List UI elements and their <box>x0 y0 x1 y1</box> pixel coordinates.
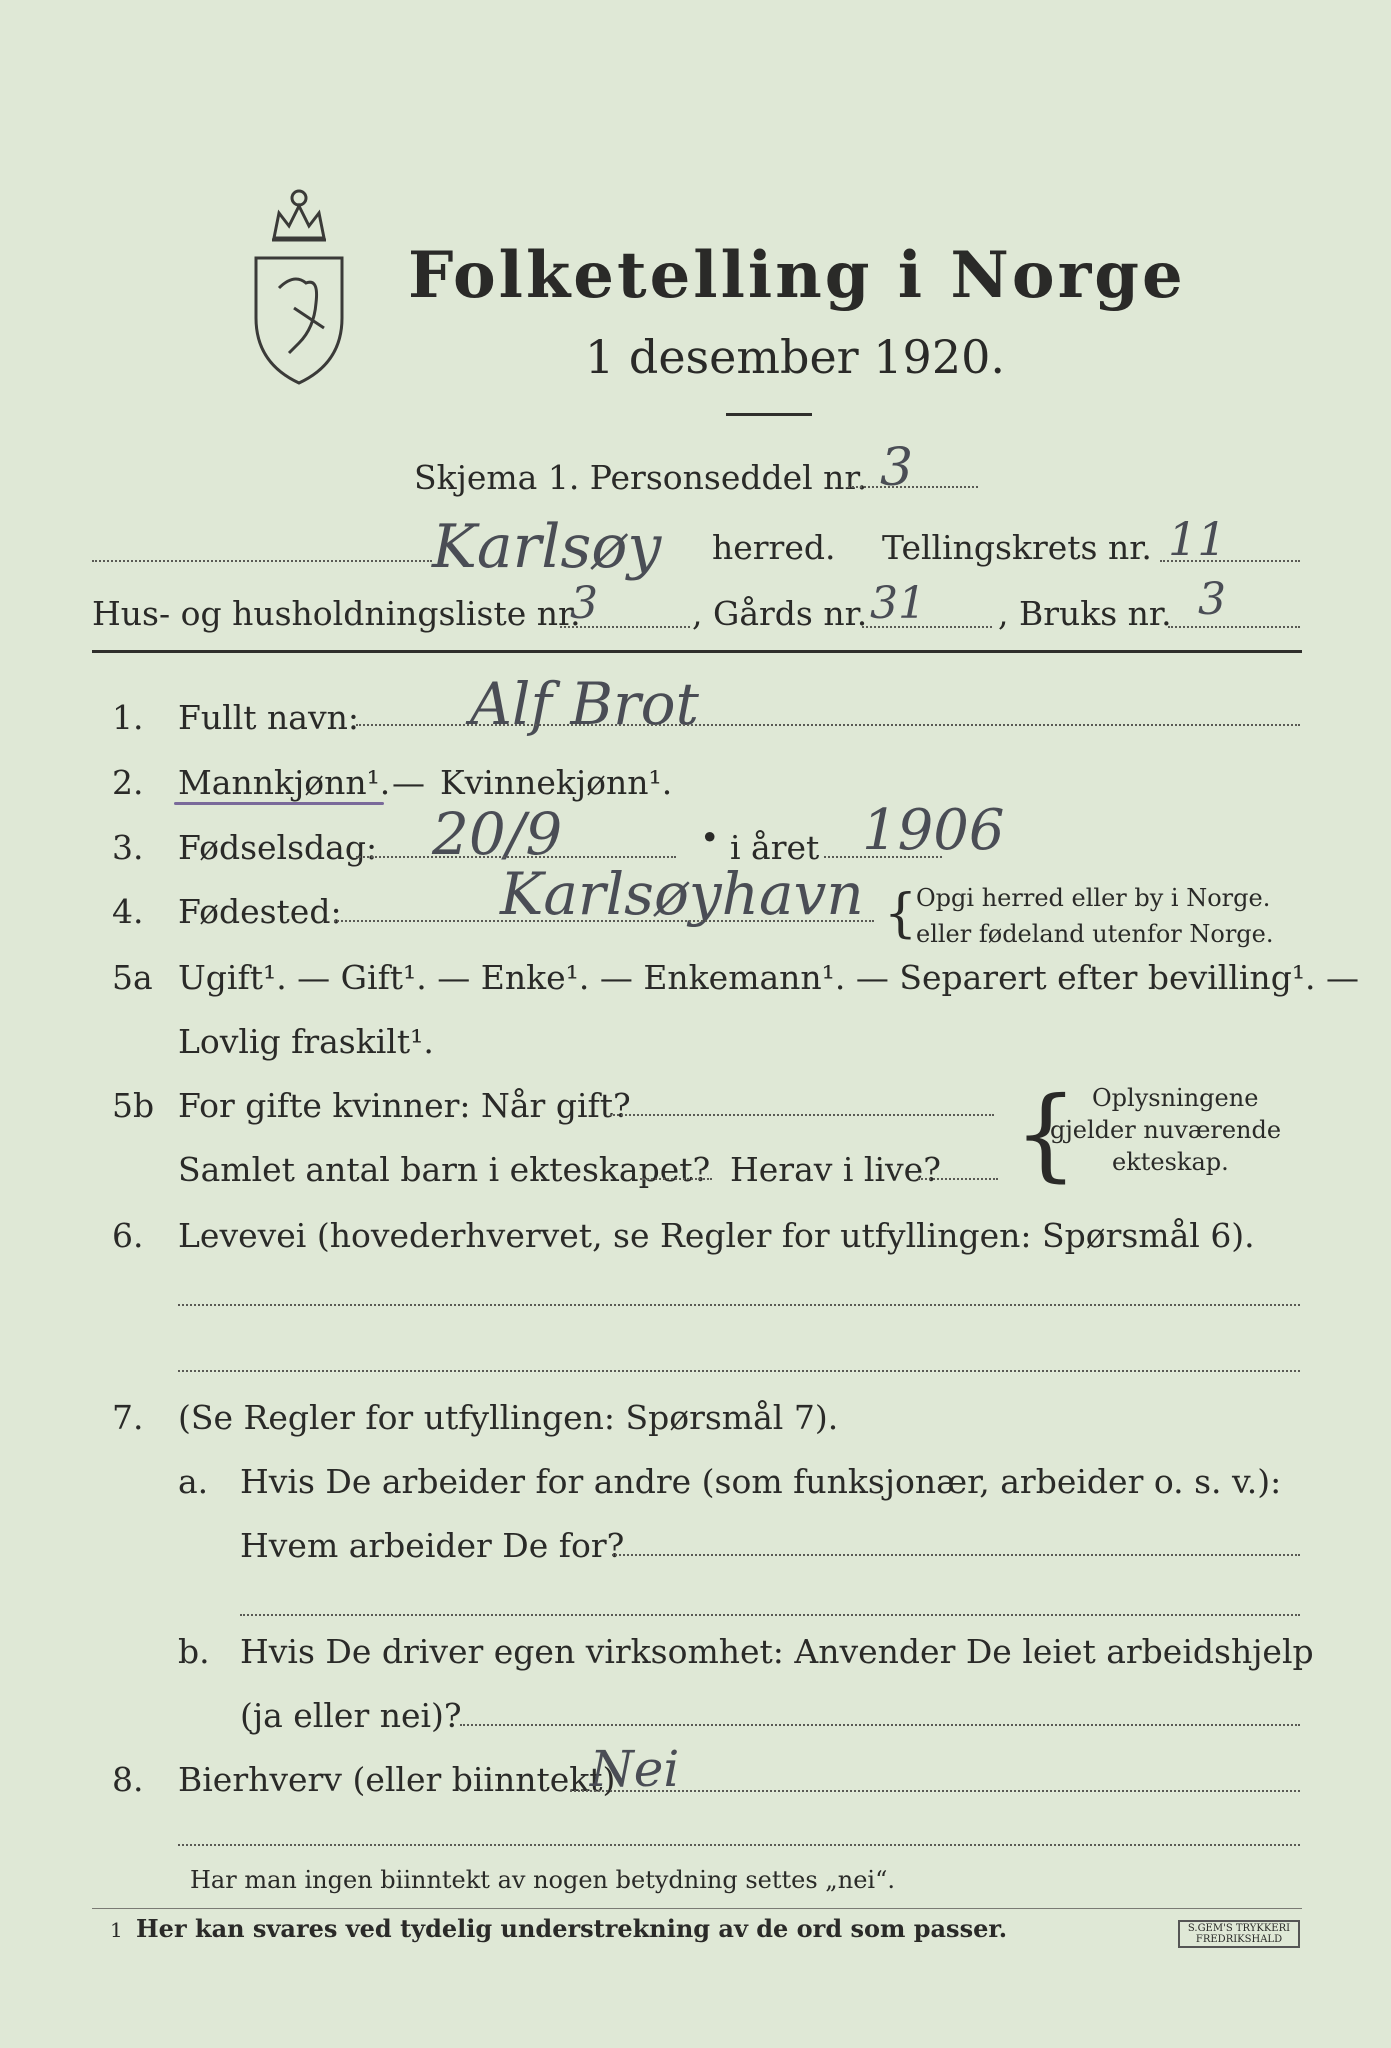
husholdningsliste-value[interactable]: 3 <box>570 578 598 629</box>
married-when-label: For gifte kvinner: Når gift? <box>178 1086 631 1125</box>
q8-number: 8. <box>112 1760 144 1799</box>
q1-number: 1. <box>112 698 144 737</box>
gender-separator: — <box>392 763 425 802</box>
side-income-line-2[interactable] <box>178 1844 1300 1846</box>
note-brace: { <box>1014 1075 1078 1192</box>
q7b-line-1: Hvis De driver egen virksomhet: Anvender De leiet arbeidshjelp <box>240 1632 1314 1671</box>
bruks-label: , Bruks nr. <box>998 594 1172 633</box>
side-income-value[interactable]: Nei <box>590 1740 680 1798</box>
footnote-divider <box>92 1908 1302 1909</box>
gards-label: , Gårds nr. <box>692 594 868 633</box>
gards-line <box>862 626 992 628</box>
employer-line-1[interactable] <box>612 1554 1300 1556</box>
q4-number: 4. <box>112 892 144 931</box>
full-name-line <box>356 724 1300 726</box>
children-alive-line[interactable] <box>918 1178 998 1180</box>
marriage-note-3: ekteskap. <box>1112 1148 1229 1176</box>
q7b-line-2: (ja eller nei)? <box>240 1696 462 1735</box>
bruks-line <box>1168 626 1300 628</box>
q3-number: 3. <box>112 828 144 867</box>
q4-label: Fødested: <box>178 892 342 931</box>
side-income-line-1[interactable] <box>570 1790 1300 1792</box>
brace: { <box>884 884 918 944</box>
side-income-label: Bierhverv (eller biinntekt) <box>178 1760 616 1799</box>
birthplace-note-2: eller fødeland utenfor Norge. <box>916 920 1274 948</box>
q7-label: (Se Regler for utfyllingen: Spørsmål 7). <box>178 1398 839 1437</box>
children-count-line[interactable] <box>640 1178 712 1180</box>
printer-mark: S.GEM'S TRYKKERI FREDRIKSHALD <box>1178 1920 1300 1948</box>
bruks-value[interactable]: 3 <box>1198 574 1226 625</box>
q5a-number: 5a <box>112 958 153 997</box>
marriage-note-1: Oplysningene <box>1092 1084 1259 1112</box>
gender-female-option[interactable]: Kvinnekjønn¹. <box>440 763 673 802</box>
children-alive-label: Herav i live? <box>730 1150 941 1189</box>
q7b-number: b. <box>178 1632 210 1671</box>
birthplace-note-1: Opgi herred eller by i Norge. <box>916 884 1271 912</box>
q2-number: 2. <box>112 763 144 802</box>
form-title: Folketelling i Norge <box>408 238 1186 313</box>
gards-value[interactable]: 31 <box>870 578 926 629</box>
q3-label: Fødselsdag: <box>178 828 378 867</box>
birthplace-line <box>334 920 874 922</box>
tellingskrets-value[interactable]: 11 <box>1168 512 1227 566</box>
birthday-value[interactable]: 20/9 <box>432 800 563 868</box>
q7a-line-1: Hvis De arbeider for andre (som funksjonær, arbeider o. s. v.): <box>240 1462 1282 1501</box>
side-income-footnote: Har man ingen biinntekt av nogen betydning settes „nei“. <box>190 1866 895 1894</box>
skjema-label: Skjema 1. Personseddel nr. <box>414 458 868 497</box>
footnote-mark: 1 <box>110 1918 123 1942</box>
bullet: • <box>700 818 720 857</box>
header-bottom-rule <box>92 650 1302 653</box>
q5b-number: 5b <box>112 1086 155 1125</box>
birthplace-value[interactable]: Karlsøyhavn <box>500 860 864 928</box>
q7-number: 7. <box>112 1398 144 1437</box>
birth-year-line <box>824 856 942 858</box>
hired-help-line[interactable] <box>460 1724 1300 1726</box>
occupation-label: Levevei (hovederhvervet, se Regler for utfyllingen: Spørsmål 6). <box>178 1216 1255 1255</box>
herred-label: herred. <box>712 528 836 567</box>
herred-line <box>92 560 432 562</box>
marital-status-options[interactable]: Ugift¹. — Gift¹. — Enke¹. — Enkemann¹. — Separert efter bevilling¹. — <box>178 958 1360 997</box>
title-divider <box>726 413 812 416</box>
occupation-line-2[interactable] <box>178 1370 1300 1372</box>
full-name-value[interactable]: Alf Brot <box>470 670 699 738</box>
divorced-option[interactable]: Lovlig fraskilt¹. <box>178 1022 434 1061</box>
gender-male-option[interactable]: Mannkjønn¹. <box>178 763 391 802</box>
q7a-number: a. <box>178 1462 209 1501</box>
employer-line-2[interactable] <box>240 1614 1300 1616</box>
married-when-line[interactable] <box>610 1114 994 1116</box>
herred-value[interactable]: Karlsøy <box>432 512 662 582</box>
male-underline <box>174 802 384 805</box>
q6-number: 6. <box>112 1216 144 1255</box>
husholdningsliste-label: Hus- og husholdningsliste nr. <box>92 594 581 633</box>
occupation-line-1[interactable] <box>178 1304 1300 1306</box>
husholdningsliste-line <box>560 626 690 628</box>
year-label: i året <box>730 828 820 867</box>
birth-year-value[interactable]: 1906 <box>862 798 1005 863</box>
q7a-line-2: Hvem arbeider De for? <box>240 1526 625 1565</box>
tellingskrets-label: Tellingskrets nr. <box>882 528 1152 567</box>
tellingskrets-line <box>1160 560 1300 562</box>
personseddel-line <box>848 486 978 488</box>
norway-coat-of-arms-icon <box>244 178 354 393</box>
personseddel-number[interactable]: 3 <box>880 438 914 498</box>
children-count-label: Samlet antal barn i ekteskapet? <box>178 1150 711 1189</box>
marriage-note-2: gjelder nuværende <box>1050 1116 1282 1144</box>
census-date: 1 desember 1920. <box>585 330 1005 384</box>
footnote-text: Her kan svares ved tydelig understrekning av de ord som passer. <box>136 1914 1008 1943</box>
q1-label: Fullt navn: <box>178 698 359 737</box>
birthday-line <box>356 856 676 858</box>
